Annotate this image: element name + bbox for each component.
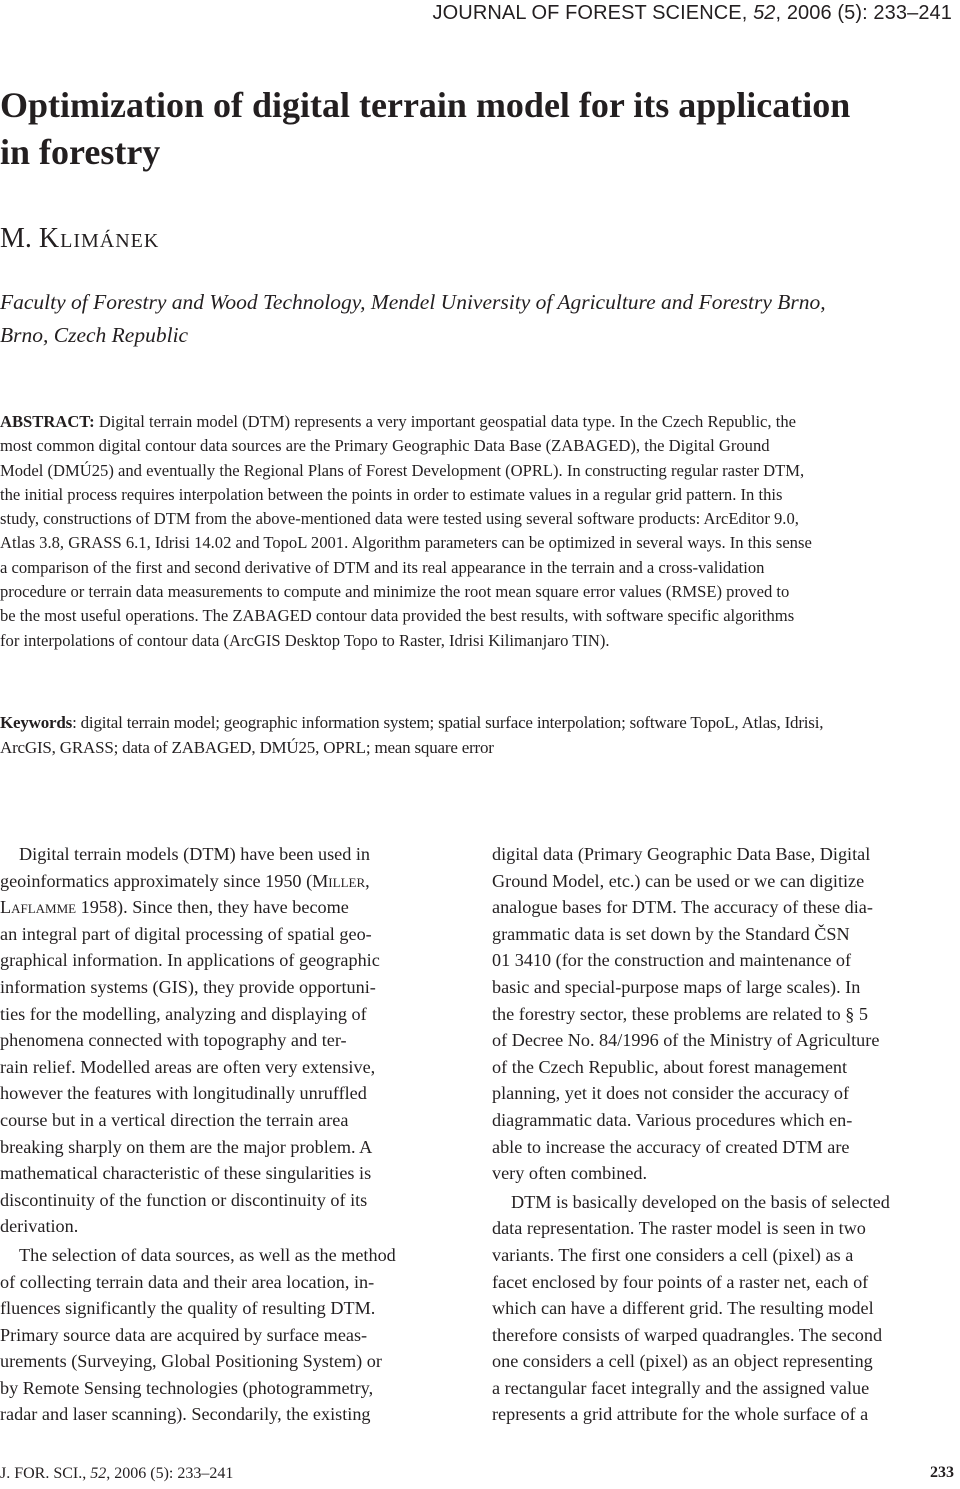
- abstract-line: be the most useful operations. The ZABAGED contour data provided the best results, with software specific algorithms: [0, 606, 795, 626]
- body-line: represents a grid attribute for the whole surface of a: [492, 1404, 869, 1425]
- abstract-line: Atlas 3.8, GRASS 6.1, Idrisi 14.02 and TopoL 2001. Algorithm parameters can be optimized in several ways. In this sense: [0, 533, 812, 553]
- body-line: information systems (GIS), they provide opportuni-: [0, 976, 376, 997]
- body-line: one considers a cell (pixel) as an object representing: [492, 1351, 873, 1372]
- keywords-label: Keywords: [0, 713, 73, 732]
- author-name: [0, 223, 159, 255]
- abstract-line: most common digital contour data sources are the Primary Geographic Data Base (ZABAGED), the Digital Ground: [0, 436, 770, 456]
- article-title: [0, 82, 950, 176]
- body-line: phenomena connected with topography and ter-: [0, 1030, 347, 1051]
- body-line: variants. The first one considers a cell (pixel) as a: [492, 1244, 854, 1265]
- body-line-text: 1958). Since then, they have become: [76, 897, 349, 918]
- body-line: which can have a different grid. The resulting model: [492, 1298, 874, 1319]
- body-line: analogue bases for DTM. The accuracy of these dia-: [492, 897, 873, 918]
- body-line: mathematical characteristic of these singularities is: [0, 1163, 372, 1184]
- body-line: therefore consists of warped quadrangles. The second: [492, 1324, 883, 1345]
- abstract-line: a comparison of the first and second derivative of DTM and its real appearance in the terrain and a cross-validation: [0, 557, 765, 577]
- body-line: of collecting terrain data and their area location, in-: [0, 1271, 375, 1292]
- body-line: urements (Surveying, Global Positioning System) or: [0, 1351, 382, 1372]
- body-column-right: [492, 841, 960, 1428]
- affiliation-line-2: Brno, Czech Republic: [0, 323, 189, 347]
- abstract-label: ABSTRACT:: [0, 412, 95, 431]
- body-line-with-citation: [0, 894, 468, 921]
- keywords-line-1-text: : digital terrain model; geographic information system; spatial surface interpolation; software TopoL, Atlas, Idrisi,: [72, 713, 824, 732]
- body-line-text: geoinformatics approximately since 1950 (: [0, 870, 313, 891]
- body-line: facet enclosed by four points of a raster net, each of: [492, 1271, 869, 1292]
- article-title-line-1: Optimization of digital terrain model for its application: [0, 85, 851, 125]
- body-line: fluences significantly the quality of resulting DTM.: [0, 1298, 376, 1319]
- journal-issue-pages: , 2006 (5): 233–241: [775, 2, 952, 24]
- journal-running-header: [433, 2, 952, 25]
- footer-volume: 52: [90, 1465, 107, 1482]
- footer-citation: [0, 1465, 233, 1483]
- footer-citation-prefix: J. FOR. SCI.,: [0, 1465, 87, 1482]
- abstract-line-0-text: Digital terrain model (DTM) represents a very important geospatial data type. In the Czech Republic, the: [94, 412, 796, 431]
- author-affiliation: [0, 286, 958, 352]
- abstract: [0, 410, 955, 653]
- body-line: basic and special-purpose maps of large scales). In: [492, 976, 861, 997]
- body-line: an integral part of digital processing of spatial geo-: [0, 923, 372, 944]
- body-line-with-citation: [0, 868, 468, 895]
- body-line: Primary source data are acquired by surface meas-: [0, 1324, 368, 1345]
- citation-author: Miller,: [312, 870, 370, 891]
- body-line: the forestry sector, these problems are related to § 5: [492, 1003, 869, 1024]
- body-line: digital data (Primary Geographic Data Base, Digital: [492, 844, 871, 864]
- page-number: 233: [930, 1464, 954, 1481]
- abstract-line: study, constructions of DTM from the above-mentioned data were tested using several software products: ArcEditor 9.0,: [0, 509, 799, 529]
- body-line: DTM is basically developed on the basis of selected: [511, 1191, 890, 1212]
- footer-citation-rest: , 2006 (5): 233–241: [106, 1465, 234, 1482]
- abstract-line: procedure or terrain data measurements to compute and minimize the root mean square error values (RMSE) proved to: [0, 582, 790, 602]
- body-line: rain relief. Modelled areas are often very extensive,: [0, 1056, 376, 1077]
- author-surname: Klimánek: [38, 223, 160, 254]
- article-title-line-2: in forestry: [0, 132, 161, 172]
- body-line: grammatic data is set down by the Standard ČSN: [492, 923, 850, 944]
- body-line: Digital terrain models (DTM) have been used in: [19, 844, 371, 864]
- journal-name: JOURNAL OF FOREST SCIENCE,: [432, 2, 748, 24]
- body-line: Ground Model, etc.) can be used or we can digitize: [492, 870, 865, 891]
- body-line: data representation. The raster model is seen in two: [492, 1218, 866, 1239]
- abstract-line: for interpolations of contour data (ArcGIS Desktop Topo to Raster, Idrisi Kilimanjaro TIN).: [0, 630, 610, 650]
- body-line: however the features with longitudinally unruffled: [0, 1083, 367, 1104]
- body-line: discontinuity of the function or discontinuity of its: [0, 1189, 368, 1210]
- body-line: a rectangular facet integrally and the assigned value: [492, 1377, 870, 1398]
- abstract-line: the initial process requires interpolation between the points in order to estimate values in a regular grid pattern. In this: [0, 484, 783, 504]
- body-line: radar and laser scanning). Secondarily, the existing: [0, 1404, 371, 1425]
- body-line: graphical information. In applications of geographic: [0, 950, 380, 971]
- journal-volume: 52: [753, 2, 776, 24]
- citation-author: Laflamme: [0, 897, 77, 918]
- body-column-left: [0, 841, 468, 1428]
- body-line: able to increase the accuracy of created DTM are: [492, 1136, 850, 1157]
- body-line: The selection of data sources, as well as the method: [19, 1244, 396, 1265]
- body-line: derivation.: [0, 1216, 79, 1237]
- body-line: of the Czech Republic, about forest management: [492, 1056, 848, 1077]
- affiliation-line-1: Faculty of Forestry and Wood Technology, Mendel University of Agriculture and Forestry Brno,: [0, 290, 826, 314]
- body-line: 01 3410 (for the construction and maintenance of: [492, 950, 852, 971]
- abstract-line: Model (DMÚ25) and eventually the Regional Plans of Forest Development (OPRL). In constructing regular raster DTM,: [0, 460, 805, 480]
- body-line: of Decree No. 84/1996 of the Ministry of Agriculture: [492, 1030, 880, 1051]
- body-line: diagrammatic data. Various procedures which en-: [492, 1109, 853, 1130]
- keywords-line-1: [0, 710, 958, 735]
- body-line: course but in a vertical direction the terrain area: [0, 1109, 349, 1130]
- abstract-line-0: [0, 410, 955, 434]
- author-initial: M.: [0, 223, 32, 254]
- body-line: planning, yet it does not consider the accuracy of: [492, 1083, 850, 1104]
- body-line: ties for the modelling, analyzing and displaying of: [0, 1003, 367, 1024]
- keywords-line-2: ArcGIS, GRASS; data of ZABAGED, DMÚ25, OPRL; mean square error: [0, 738, 494, 757]
- body-line: breaking sharply on them are the major problem. A: [0, 1136, 373, 1157]
- keywords: [0, 710, 958, 760]
- body-line: by Remote Sensing technologies (photogrammetry,: [0, 1377, 374, 1398]
- body-line: very often combined.: [492, 1163, 648, 1184]
